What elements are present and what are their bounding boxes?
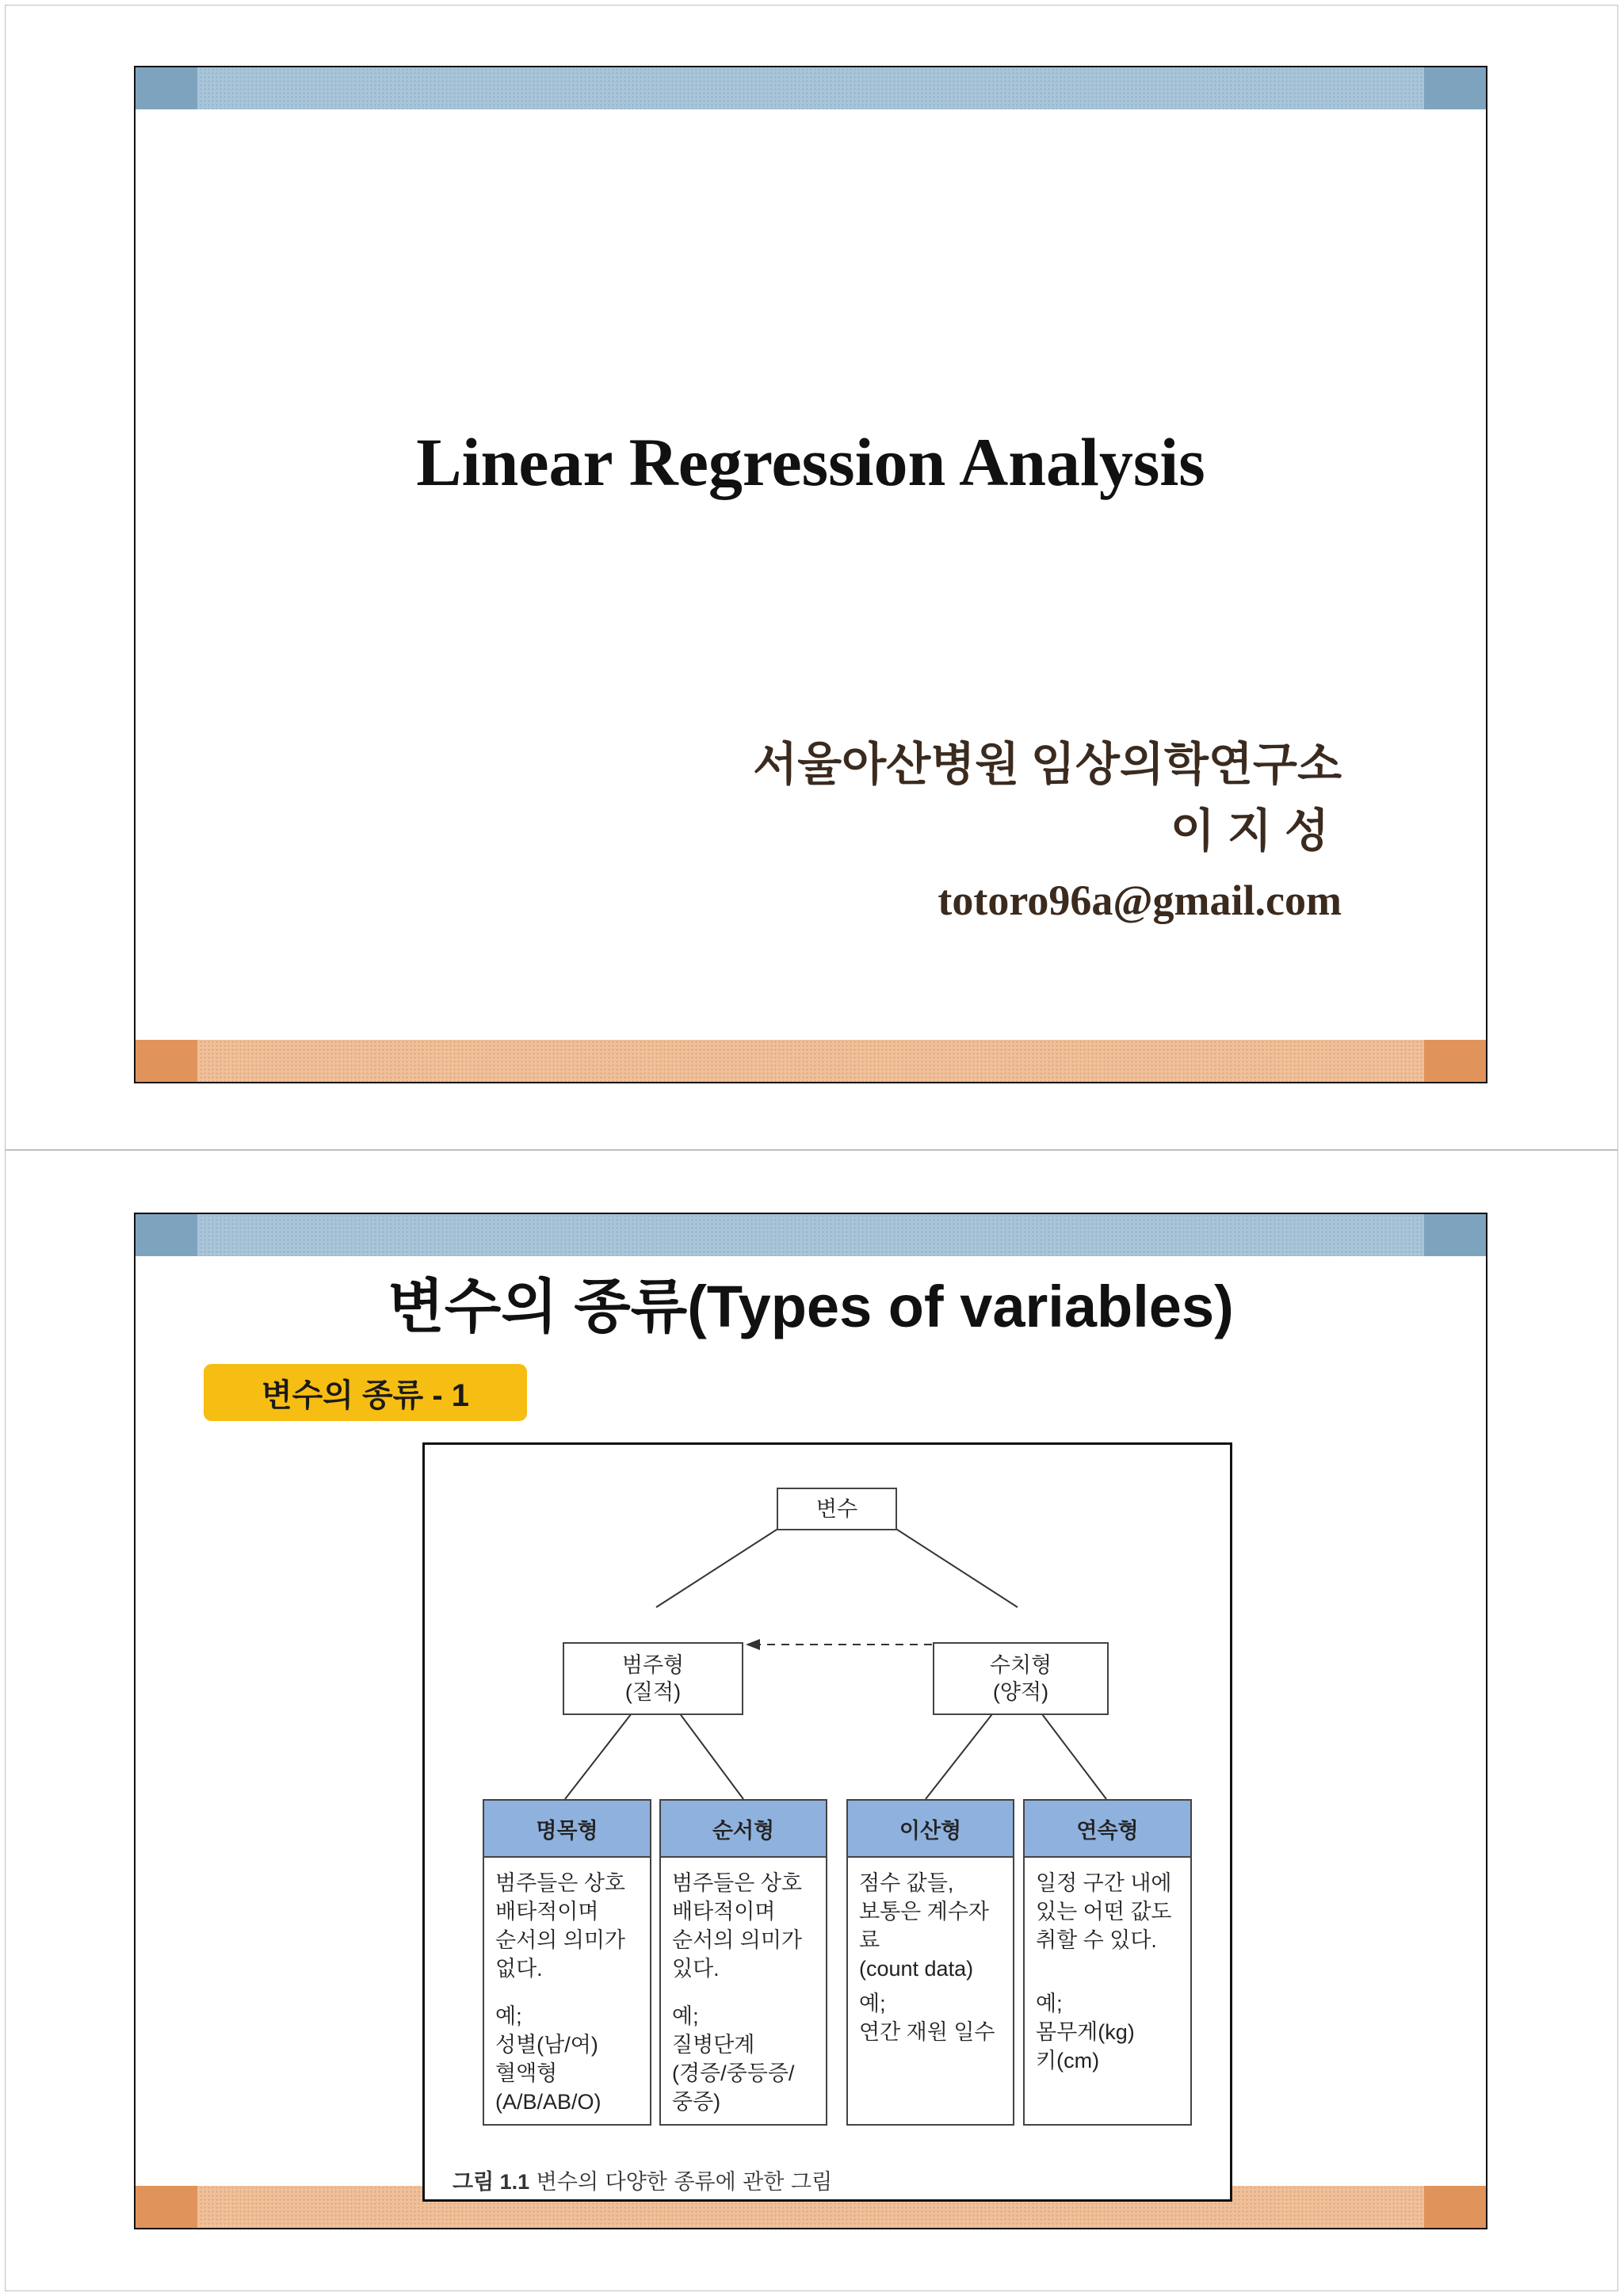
column-example: 예; 몸무게(kg) 키(cm) [1036, 1992, 1135, 2073]
numerical-label: 수치형 [989, 1653, 1052, 1677]
root-node [777, 1488, 897, 1530]
column-header: 이산형 [848, 1801, 1013, 1858]
continuous-column [1023, 1799, 1192, 2126]
author-email: totoro96a@gmail.com [938, 877, 1342, 924]
author-block [753, 732, 1342, 936]
column-header: 순서형 [661, 1801, 826, 1858]
column-description: 일정 구간 내에 있는 어떤 값도 취할 수 있다. [1036, 1871, 1172, 1952]
column-description: 범주들은 상호 배타적이며 순서의 의미가 있다. [672, 1871, 802, 1981]
column-description: 범주들은 상호 배타적이며 순서의 의미가 없다. [495, 1871, 625, 1981]
root-label: 변수 [815, 1497, 858, 1521]
slide-header-bar [136, 67, 1486, 109]
figure-caption [453, 2164, 832, 2195]
slide-1 [134, 66, 1487, 1083]
slide-footer-bar [136, 1040, 1486, 1082]
categorical-label: 범주형 [621, 1653, 685, 1677]
section-badge: 변수의 종류 - 1 [204, 1364, 527, 1421]
categorical-node [563, 1642, 743, 1715]
dashed-arrow-head [746, 1639, 760, 1650]
numerical-sublabel: (양적) [992, 1680, 1049, 1704]
author-name: 이지성 [1170, 805, 1342, 857]
column-example: 예; 연간 재원 일수 [859, 1992, 995, 2044]
column-example: 예; 성별(남/여) 혈액형 (A/B/AB/O) [495, 2004, 601, 2114]
caption-label: 그림 1.1 [453, 2170, 530, 2194]
organization: 서울아산병원 임상의학연구소 [753, 739, 1342, 790]
slide-title: 변수의 종류(Types of variables) [388, 1274, 1234, 1339]
slide-header-bar [136, 1214, 1486, 1256]
column-header: 연속형 [1025, 1801, 1190, 1858]
ordinal-column [659, 1799, 827, 2126]
discrete-column [846, 1799, 1014, 2126]
column-example: 예; 질병단계 (경증/중등증/ 중증) [672, 2004, 795, 2114]
nominal-column [483, 1799, 651, 2126]
numerical-node [933, 1642, 1109, 1715]
caption-text: 변수의 다양한 종류에 관한 그림 [536, 2170, 833, 2195]
column-description: 점수 값들, 보통은 계수자료 (count data) [859, 1871, 989, 1981]
categorical-sublabel: (질적) [624, 1680, 682, 1704]
slide-2 [134, 1213, 1487, 2229]
column-header: 명목형 [484, 1801, 650, 1858]
variable-types-diagram [422, 1442, 1232, 2202]
slide-title: Linear Regression Analysis [416, 424, 1205, 500]
